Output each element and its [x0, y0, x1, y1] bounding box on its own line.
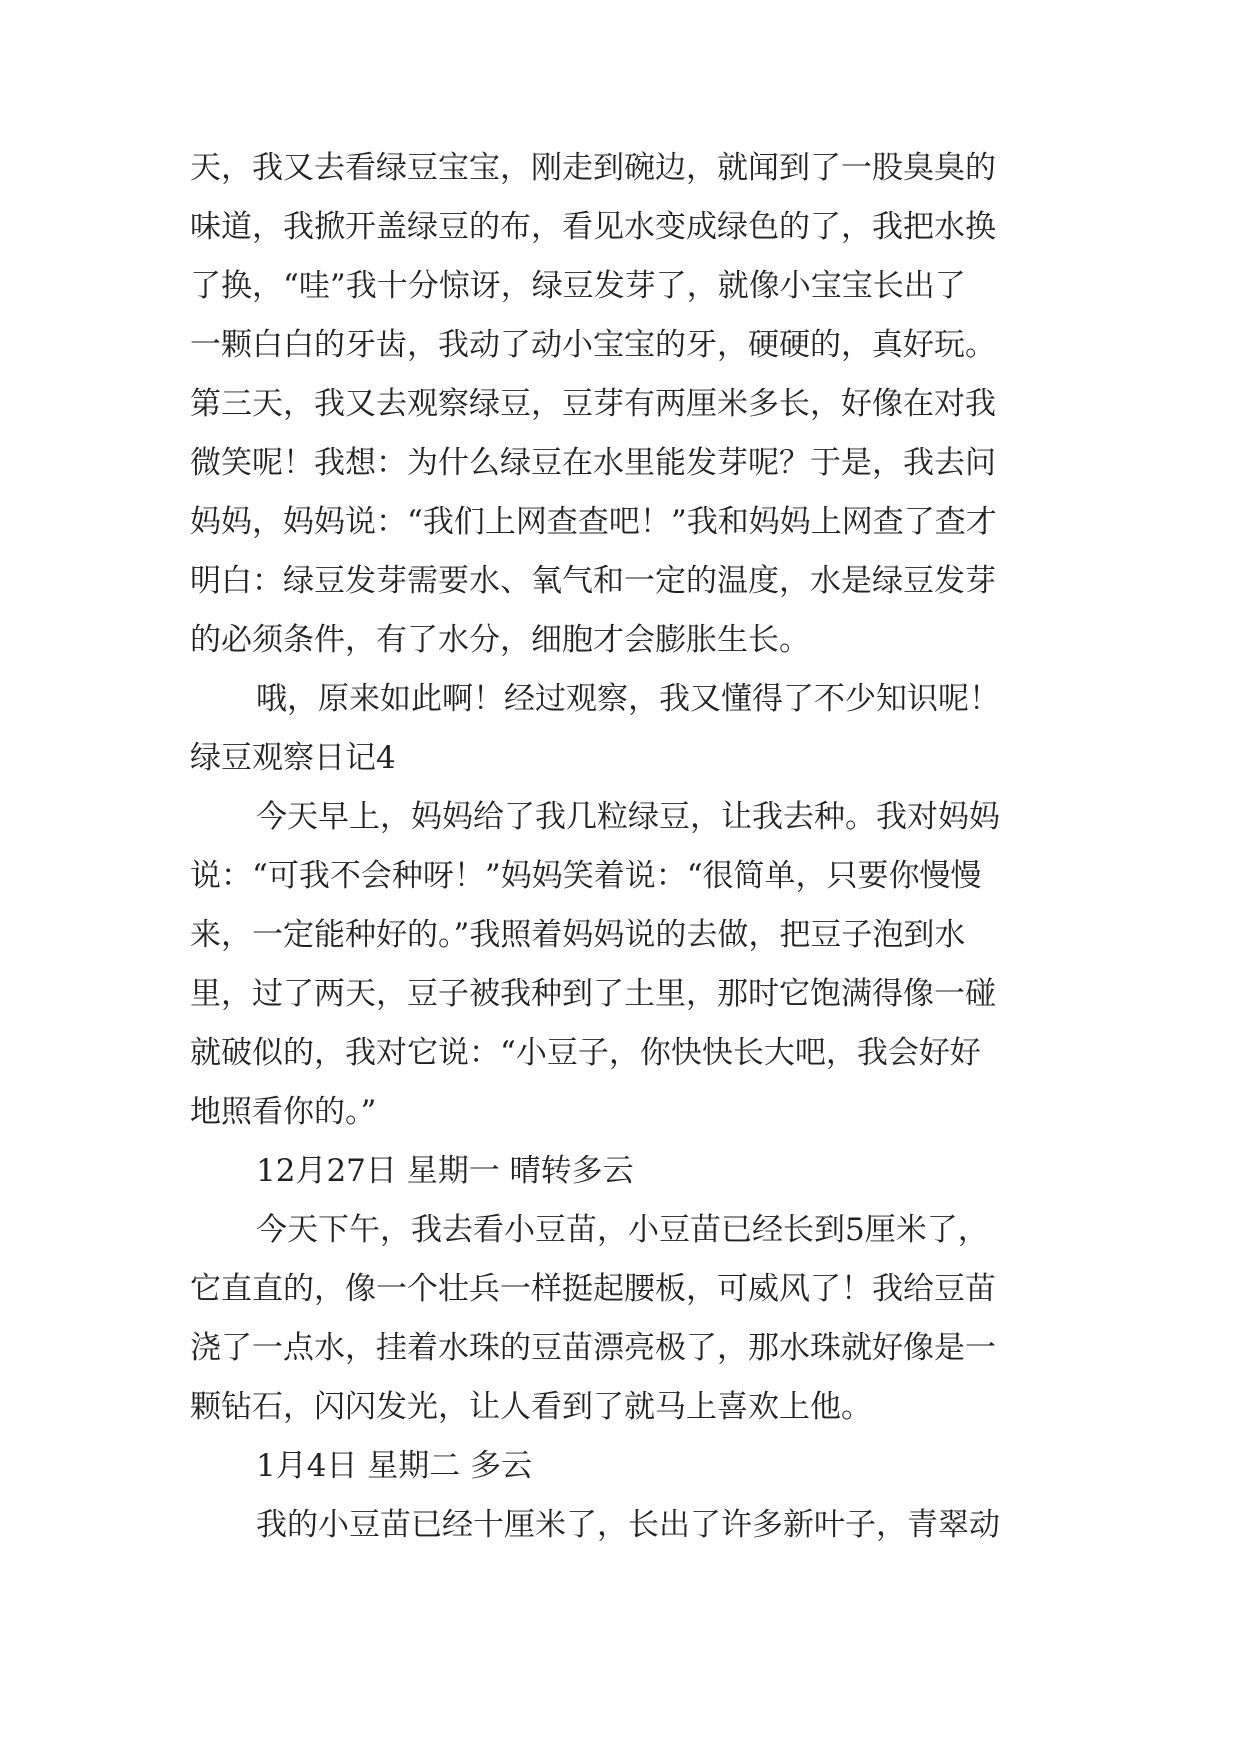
text-line: 天，我又去看绿豆宝宝，刚走到碗边，就闻到了一股臭臭的	[190, 150, 996, 186]
text-line: 颗钻石，闪闪发光，让人看到了就马上喜欢上他。	[190, 1389, 872, 1425]
date-line: 1月4日 星期二 多云	[256, 1448, 533, 1484]
text-line: 我的小豆苗已经十厘米了，长出了许多新叶子，青翠动	[256, 1507, 1000, 1543]
text-line: 浇了一点水，挂着水珠的豆苗漂亮极了，那水珠就好像是一	[190, 1330, 996, 1366]
text-line: 明白：绿豆发芽需要水、氧气和一定的温度，水是绿豆发芽	[190, 563, 996, 599]
text-line: 它直直的，像一个壮兵一样挺起腰板，可威风了！我给豆苗	[190, 1271, 996, 1307]
text-line: 哦，原来如此啊！经过观察，我又懂得了不少知识呢！	[256, 681, 1000, 717]
text-line: 今天下午，我去看小豆苗，小豆苗已经长到5厘米了，	[256, 1212, 989, 1248]
text-line: 说：“可我不会种呀！”妈妈笑着说：“很简单，只要你慢慢	[190, 858, 982, 894]
text-line: 地照看你的。”	[190, 1094, 377, 1130]
text-line: 今天早上，妈妈给了我几粒绿豆，让我去种。我对妈妈	[256, 799, 1000, 835]
text-line: 就破似的，我对它说：“小豆子，你快快长大吧，我会好好	[190, 1035, 981, 1071]
text-line: 微笑呢！我想：为什么绿豆在水里能发芽呢？于是，我去问	[190, 445, 996, 481]
text-line: 第三天，我又去观察绿豆，豆芽有两厘米多长，好像在对我	[190, 386, 996, 422]
text-line: 了换，“哇”我十分惊讶，绿豆发芽了，就像小宝宝长出了	[190, 268, 966, 304]
text-line: 妈妈，妈妈说：“我们上网查查吧！”我和妈妈上网查了查才	[190, 504, 997, 540]
text-line: 的必须条件，有了水分，细胞才会膨胀生长。	[190, 622, 810, 658]
text-line: 一颗白白的牙齿，我动了动小宝宝的牙，硬硬的，真好玩。	[190, 327, 996, 363]
date-line: 12月27日 星期一 晴转多云	[256, 1153, 634, 1189]
text-line: 里，过了两天，豆子被我种到了土里，那时它饱满得像一碰	[190, 976, 996, 1012]
text-line: 来，一定能种好的。”我照着妈妈说的去做，把豆子泡到水	[190, 917, 966, 953]
section-heading: 绿豆观察日记4	[190, 740, 396, 776]
text-line: 味道，我掀开盖绿豆的布，看见水变成绿色的了，我把水换	[190, 209, 996, 245]
